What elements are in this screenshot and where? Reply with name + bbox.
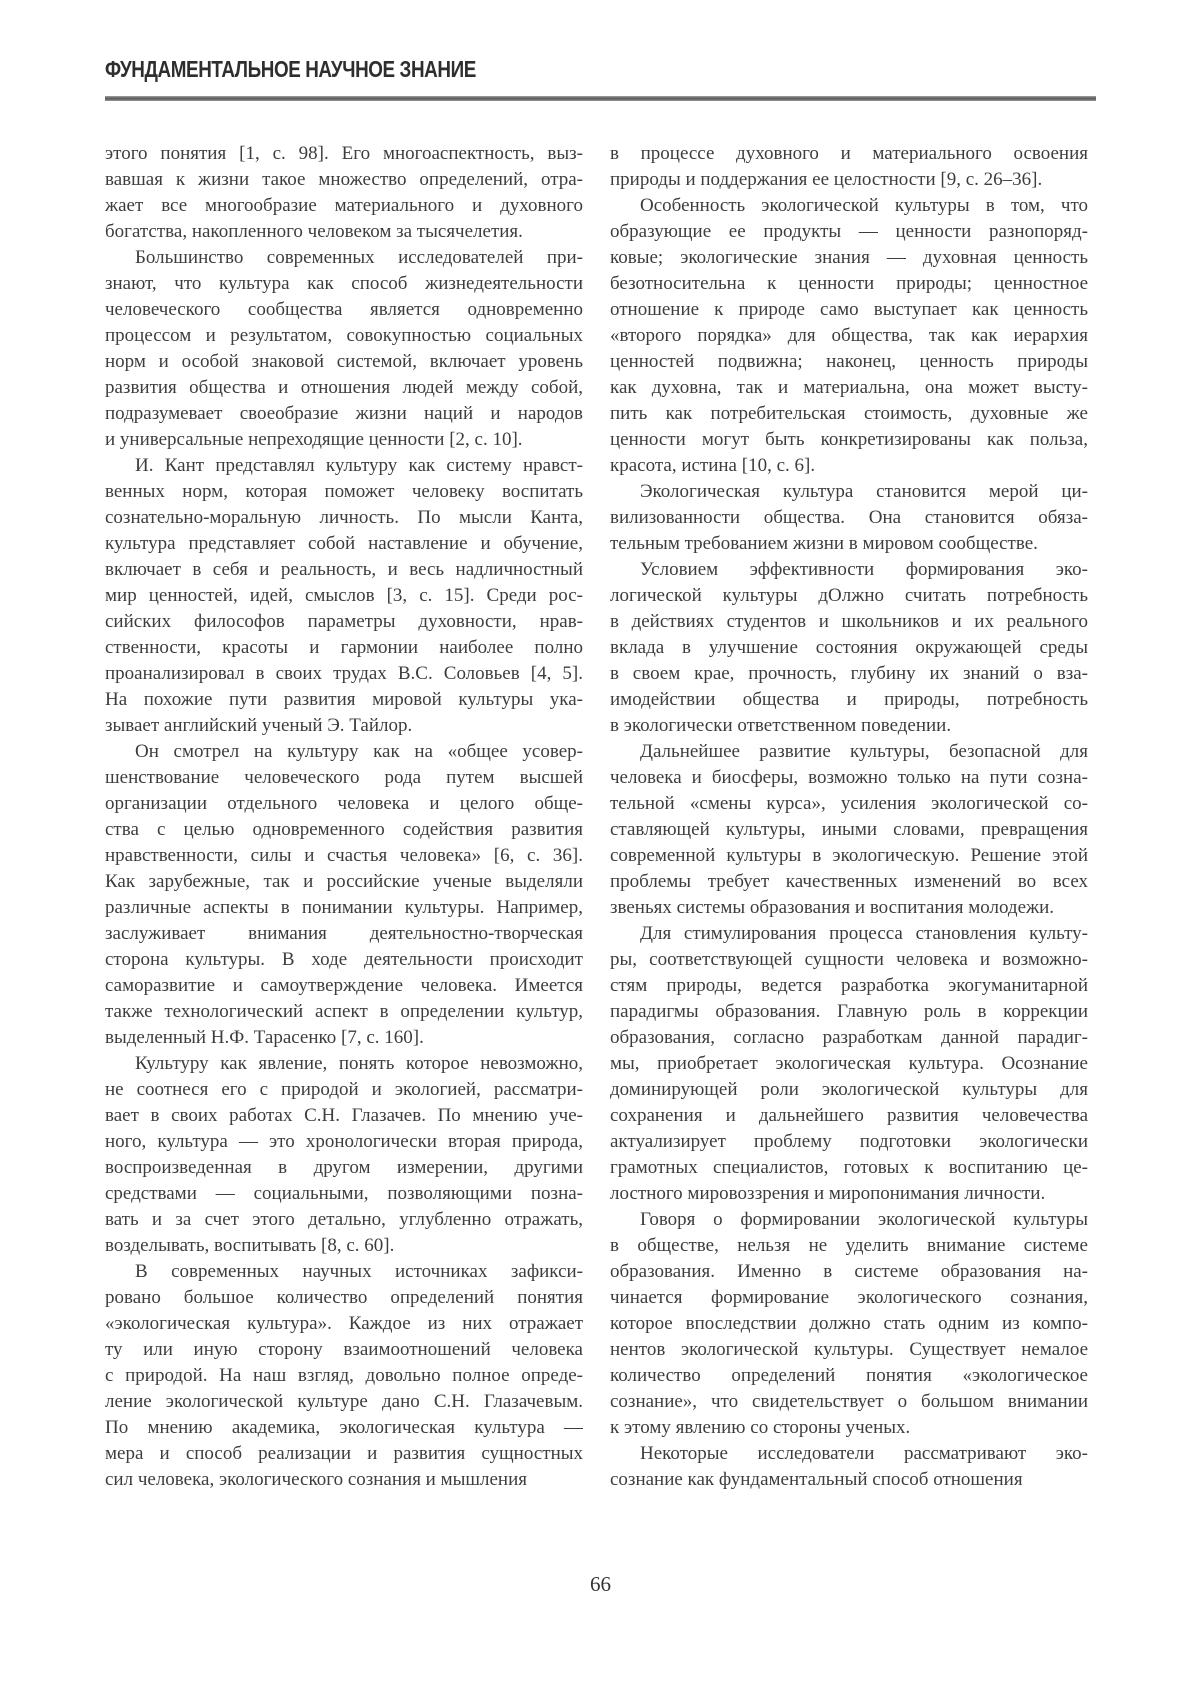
text-line: сознание», что свидетельствует о большом внимании — [610, 1391, 1088, 1412]
text-line: проанализировал в своих трудах В.С. Соловьев [4, 5]. — [105, 663, 583, 684]
text-line: как духовна, так и материальна, она может высту- — [610, 377, 1088, 398]
text-line: образования. Именно в системе образования на- — [610, 1261, 1088, 1282]
text-line: ства с целью одновременного содействия развития — [105, 819, 583, 840]
text-line: ственности, красоты и гармонии наиболее полно — [105, 637, 583, 658]
paragraph — [105, 453, 583, 739]
text-line: ценности могут быть конкретизированы как польза, — [610, 429, 1088, 450]
text-line: ценностей подвижна; наконец, ценность природы — [610, 351, 1088, 372]
paragraph — [105, 1051, 583, 1259]
text-line: норм и особой знаковой системой, включает уровень — [105, 351, 583, 372]
text-line: сторона культуры. В ходе деятельности происходит — [105, 949, 583, 970]
paragraph — [105, 1259, 583, 1493]
text-line: проблемы требует качественных изменений во всех — [610, 871, 1088, 892]
text-line: По мнению академика, экологическая культура — — [105, 1417, 583, 1438]
text-line: и универсальные непреходящие ценности [2, с. 10]. — [105, 429, 523, 450]
paragraph — [105, 141, 583, 245]
text-line: природы и поддержания ее целостности [9, с. 26–36]. — [610, 169, 1043, 190]
text-line: в обществе, нельзя не уделить внимание системе — [610, 1235, 1088, 1256]
text-line: которое впоследствии должно стать одним из компо- — [610, 1313, 1088, 1334]
text-line: И. Кант представлял культуру как систему нравст- — [135, 455, 583, 476]
paragraph — [610, 141, 1088, 193]
text-line: Особенность экологической культуры в том, что — [640, 195, 1088, 216]
text-line: включает в себя и реальность, и весь надличностный — [105, 559, 583, 580]
text-line: вать и за счет этого детально, углубленно отражать, — [105, 1209, 583, 1230]
text-line: к этому явлению со стороны ученых. — [610, 1417, 911, 1438]
text-line: вает в своих работах С.Н. Глазачев. По мнению уче- — [105, 1105, 583, 1126]
text-line: также технологический аспект в определении культур, — [105, 1001, 583, 1022]
text-line: В современных научных источниках зафикси- — [135, 1261, 583, 1282]
text-line: возделывать, воспитывать [8, с. 60]. — [105, 1235, 395, 1256]
text-line: парадигмы образования. Главную роль в коррекции — [610, 1001, 1088, 1022]
paragraph — [610, 921, 1088, 1207]
text-line: тельной «смены курса», усиления экологической со- — [610, 793, 1088, 814]
running-head: ФУНДАМЕНТАЛЬНОЕ НАУЧНОЕ ЗНАНИЕ — [105, 56, 476, 82]
text-line: ры, соответствующей сущности человека и возможно- — [610, 949, 1088, 970]
text-line: в своем крае, прочность, глубину их знаний о вза- — [610, 663, 1088, 684]
text-line: развития общества и отношения людей между собой, — [105, 377, 583, 398]
page-number: 66 — [590, 1572, 611, 1596]
text-line: «второго порядка» для общества, так как иерархия — [610, 325, 1088, 346]
text-line: логической культуры дОлжно считать потребность — [610, 585, 1088, 606]
text-line: Условием эффективности формирования эко- — [640, 559, 1088, 580]
text-line: нентов экологической культуры. Существует немалое — [610, 1339, 1088, 1360]
text-line: отношение к природе само выступает как ценность — [610, 299, 1088, 320]
text-line: не соотнеся его с природой и экологией, рассматри- — [105, 1079, 583, 1100]
text-line: Для стимулирования процесса становления культу- — [640, 923, 1088, 944]
paragraph — [610, 479, 1088, 557]
text-line: безотносительна к ценности природы; ценностное — [610, 273, 1088, 294]
text-line: актуализирует проблему подготовки экологически — [610, 1131, 1088, 1152]
text-line: имодействии общества и природы, потребность — [610, 689, 1088, 710]
text-line: шенствование человеческого рода путем высшей — [105, 767, 583, 788]
right-column — [610, 141, 1088, 1493]
text-line: в процессе духовного и материального освоения — [610, 143, 1088, 164]
text-line: культура представляет собой наставление и обучение, — [105, 533, 583, 554]
text-line: Большинство современных исследователей при- — [135, 247, 583, 268]
text-line: ного, культура — это хронологически вторая природа, — [105, 1131, 583, 1152]
text-line: количество определений понятия «экологическое — [610, 1365, 1088, 1386]
text-line: тельным требованием жизни в мировом сообществе. — [610, 533, 1038, 554]
text-line: Говоря о формировании экологической культуры — [640, 1209, 1088, 1230]
text-line: лостного мировоззрения и миропонимания личности. — [610, 1183, 1046, 1204]
text-line: На похожие пути развития мировой культуры ука- — [105, 689, 583, 710]
left-column — [105, 141, 583, 1493]
text-line: ление экологической культуре дано С.Н. Глазачевым. — [105, 1391, 583, 1412]
text-line: человеческого сообщества является одновременно — [105, 299, 583, 320]
text-line: саморазвитие и самоутверждение человека. Имеется — [105, 975, 583, 996]
text-line: сознательно-моральную личность. По мысли Канта, — [105, 507, 583, 528]
paragraph — [610, 1441, 1088, 1493]
text-line: сийских философов параметры духовности, нрав- — [105, 611, 583, 632]
text-line: сил человека, экологического сознания и мышления — [105, 1469, 528, 1490]
text-line: в экологически ответственном поведении. — [610, 715, 952, 736]
text-line: этого понятия [1, с. 98]. Его многоаспектность, выз- — [105, 143, 583, 164]
text-line: красота, истина [10, с. 6]. — [610, 455, 816, 476]
text-line: ставляющей культуры, иными словами, превращения — [610, 819, 1088, 840]
text-line: заслуживает внимания деятельностно-творческая — [105, 923, 583, 944]
text-line: богатства, накопленного человеком за тысячелетия. — [105, 221, 523, 242]
text-line: воспроизведенная в другом измерении, другими — [105, 1157, 583, 1178]
text-line: Дальнейшее развитие культуры, безопасной для — [640, 741, 1088, 762]
text-line: с природой. На наш взгляд, довольно полное опреде- — [105, 1365, 583, 1386]
text-line: «экологическая культура». Каждое из них отражает — [105, 1313, 583, 1334]
text-line: организации отдельного человека и целого обще- — [105, 793, 583, 814]
text-line: образования, согласно разработкам данной парадиг- — [610, 1027, 1088, 1048]
text-line: подразумевает своеобразие жизни наций и народов — [105, 403, 583, 424]
text-line: современной культуры в экологическую. Решение этой — [610, 845, 1088, 866]
text-line: в действиях студентов и школьников и их реального — [610, 611, 1088, 632]
text-line: знают, что культура как способ жизнедеятельности — [105, 273, 583, 294]
text-line: Некоторые исследователи рассматривают эко- — [640, 1443, 1088, 1464]
text-line: образующие ее продукты — ценности разнопоряд- — [610, 221, 1088, 242]
text-line: процессом и результатом, совокупностью социальных — [105, 325, 583, 346]
header-rule — [105, 96, 1096, 101]
text-line: венных норм, которая поможет человеку воспитать — [105, 481, 583, 502]
paragraph — [610, 193, 1088, 479]
text-line: Он смотрел на культуру как на «общее усовер- — [135, 741, 583, 762]
text-line: нравственности, силы и счастья человека» [6, с. 36]. — [105, 845, 583, 866]
paragraph — [610, 1207, 1088, 1441]
text-line: грамотных специалистов, готовых к воспитанию це- — [610, 1157, 1088, 1178]
text-line: пить как потребительская стоимость, духовные же — [610, 403, 1088, 424]
text-line: вклада в улучшение состояния окружающей среды — [610, 637, 1088, 658]
text-line: доминирующей роли экологической культуры для — [610, 1079, 1088, 1100]
text-line: Как зарубежные, так и российские ученые выделяли — [105, 871, 583, 892]
text-line: вавшая к жизни такое множество определений, отра- — [105, 169, 583, 190]
text-line: Культуру как явление, понять которое невозможно, — [135, 1053, 583, 1074]
text-line: сознание как фундаментальный способ отношения — [610, 1469, 1023, 1490]
text-line: ту или иную сторону взаимоотношений человека — [105, 1339, 583, 1360]
text-line: вилизованности общества. Она становится обяза- — [610, 507, 1088, 528]
text-line: ровано большое количество определений понятия — [105, 1287, 583, 1308]
text-line: средствами — социальными, позволяющими позна- — [105, 1183, 583, 1204]
text-line: жает все многообразие материального и духовного — [105, 195, 583, 216]
text-line: различные аспекты в понимании культуры. Например, — [105, 897, 583, 918]
paragraph — [105, 739, 583, 1051]
paragraph — [105, 245, 583, 453]
text-line: звеньях системы образования и воспитания молодежи. — [610, 897, 1055, 918]
text-line: сохранения и дальнейшего развития человечества — [610, 1105, 1088, 1126]
text-line: Экологическая культура становится мерой ци- — [640, 481, 1088, 502]
text-line: ковые; экологические знания — духовная ценность — [610, 247, 1088, 268]
paragraph — [610, 557, 1088, 739]
text-line: зывает английский ученый Э. Тайлор. — [105, 715, 413, 736]
text-line: стям природы, ведется разработка экогуманитарной — [610, 975, 1088, 996]
text-line: чинается формирование экологического сознания, — [610, 1287, 1088, 1308]
text-line: человека и биосферы, возможно только на пути созна- — [610, 767, 1088, 788]
text-line: выделенный Н.Ф. Тарасенко [7, с. 160]. — [105, 1027, 424, 1048]
text-line: мы, приобретает экологическая культура. Осознание — [610, 1053, 1088, 1074]
text-line: мера и способ реализации и развития сущностных — [105, 1443, 583, 1464]
paragraph — [610, 739, 1088, 921]
text-line: мир ценностей, идей, смыслов [3, с. 15]. Среди рос- — [105, 585, 583, 606]
